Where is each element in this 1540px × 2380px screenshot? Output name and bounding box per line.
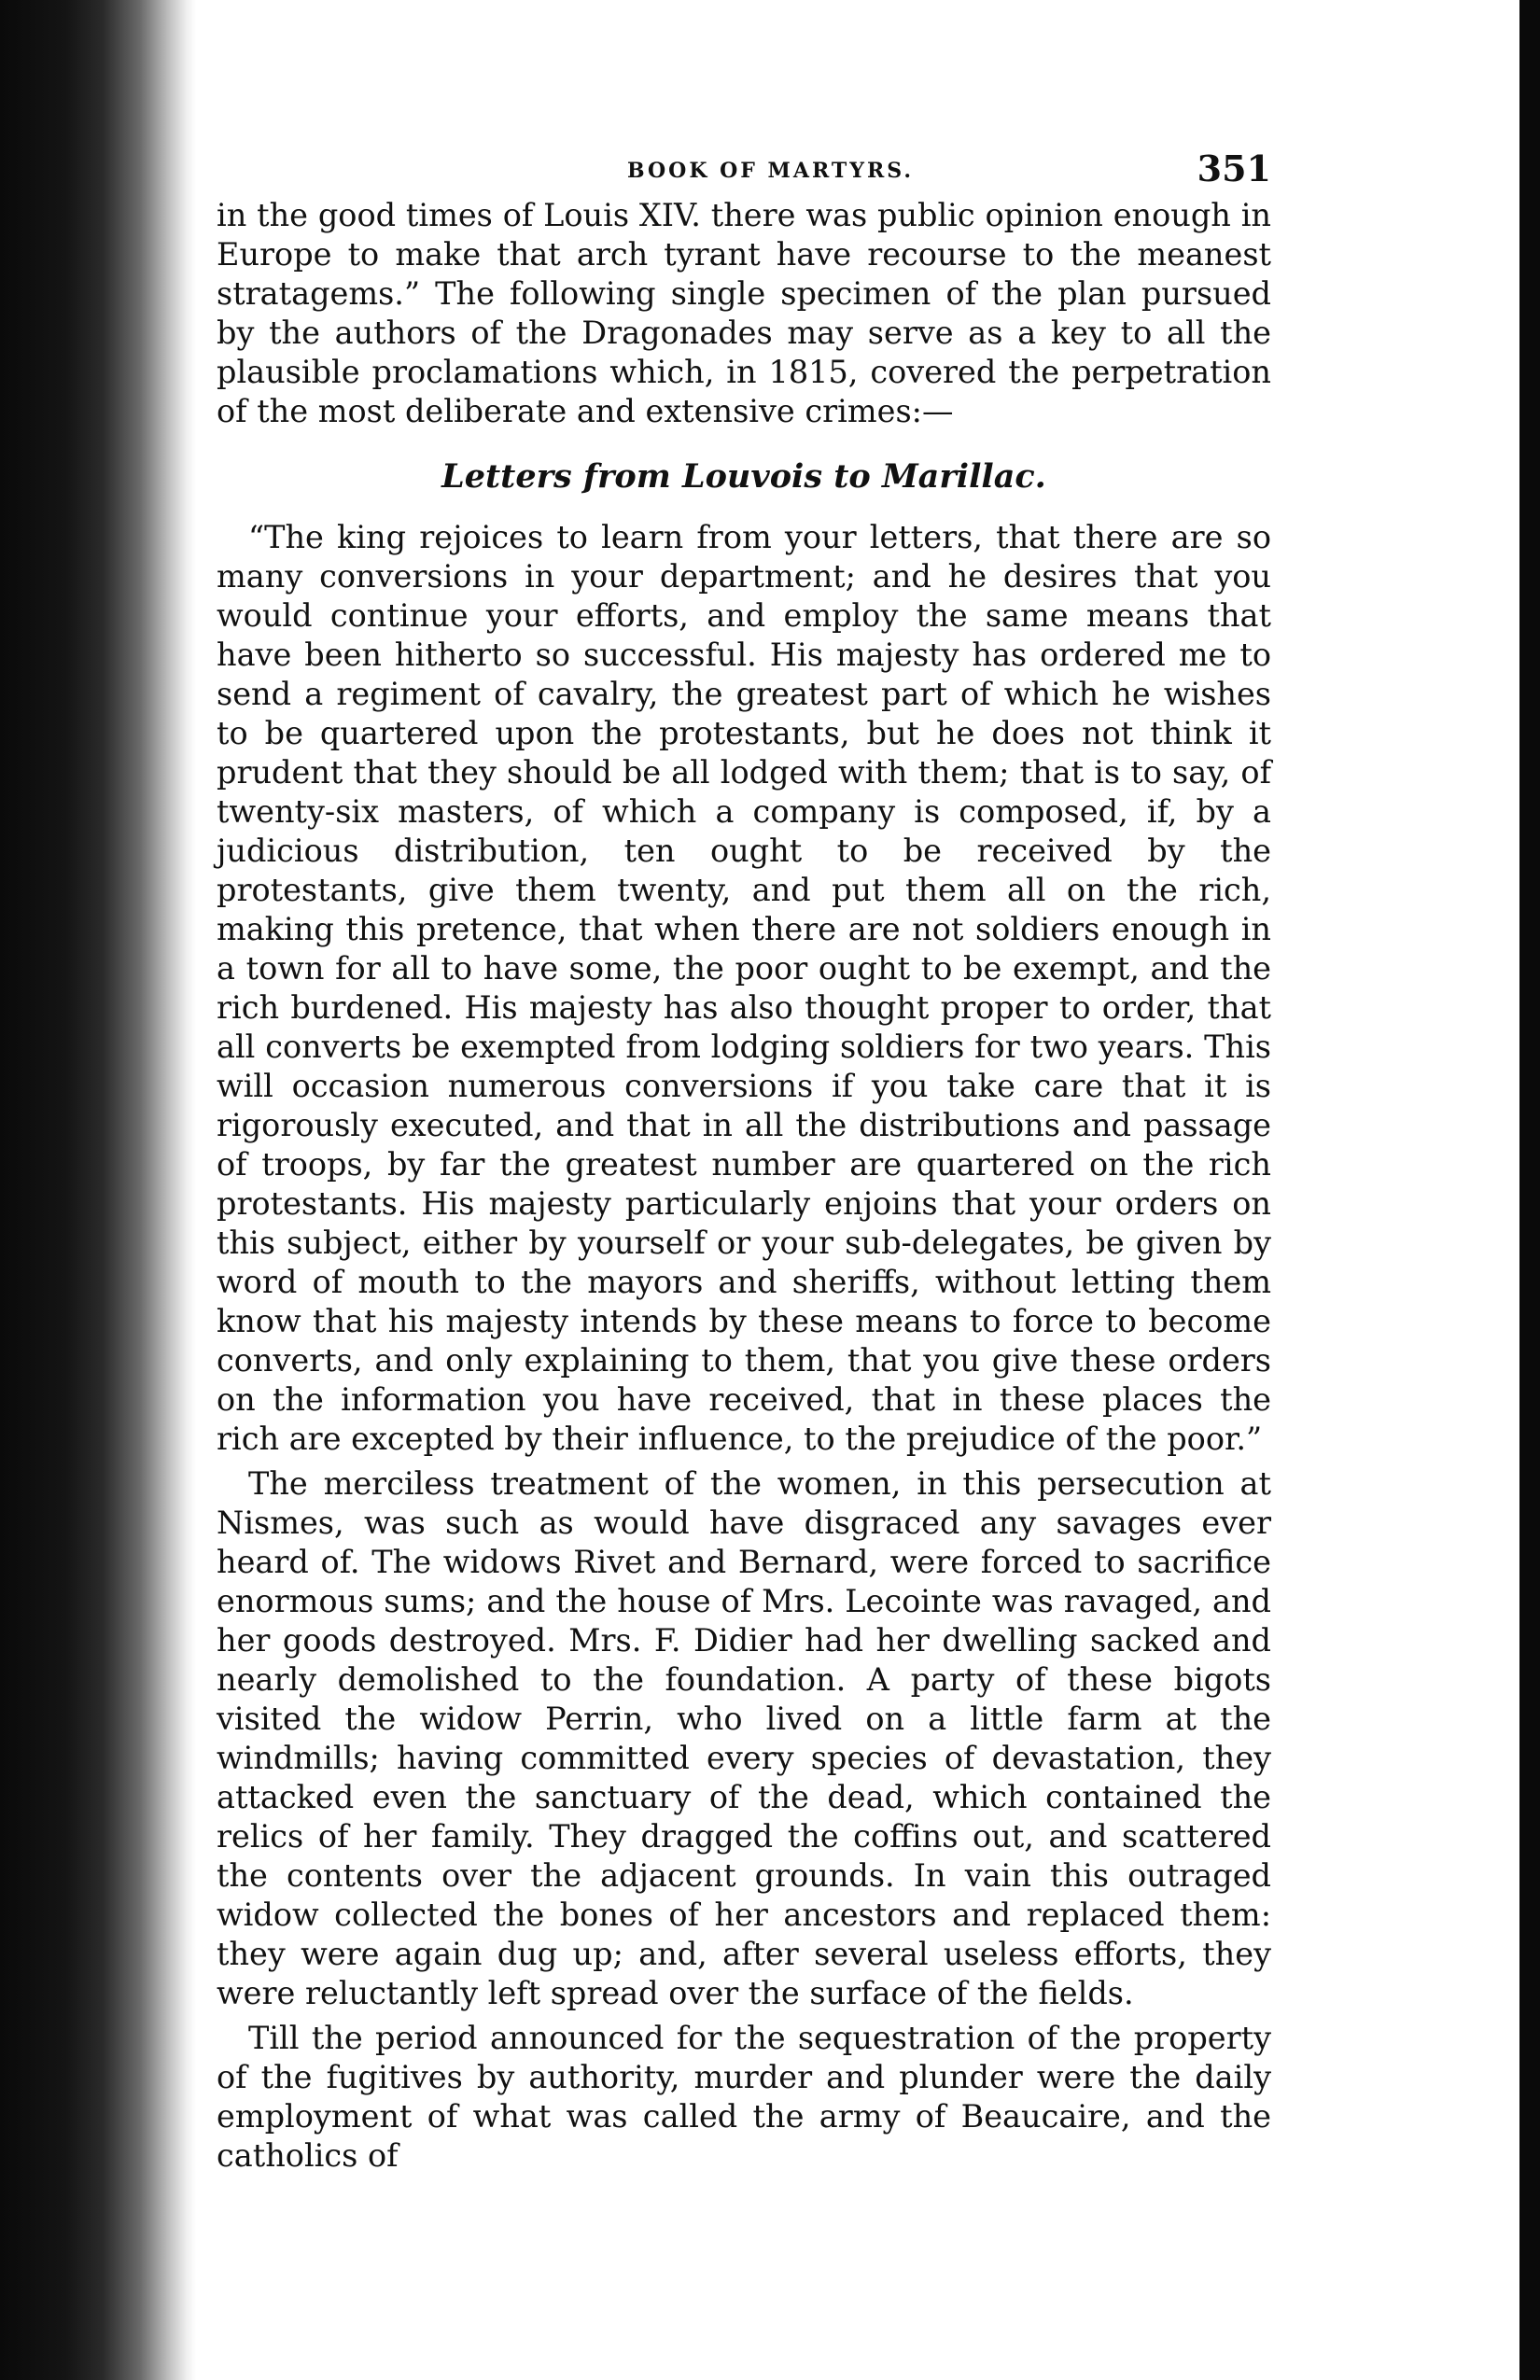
paragraph-treatment-of-women: The merciless treatment of the women, in this persecution at Nismes, was such as would have disgraced any savages ever heard of. The widows Rivet and Bernard, were forced to sacrifice enormous sums; and the house of Mrs. Lecointe was ravaged, and her goods destroyed. Mrs. F. Didier had her dwelling sacked and nearly demolished to the foundation. A party of these bigots visited the widow Perrin, who lived on a little farm at the windmills; having committed every species of devastation, they attacked even the sanctuary of the dead, which contained the relics of her family. They dragged the coffins out, and scattered the contents over the adjacent grounds. In vain this outraged widow collected the bones of her ancestors and replaced them: they were again dug up; and, after several useless efforts, they were reluctantly left spread over the surface of the fields. (217, 1465, 1271, 2011)
page-number: 351 (1197, 147, 1271, 189)
scanned-right-border (1519, 0, 1540, 2380)
paragraph-continued: in the good times of Louis XIV. there was public opinion enough in Europe to make that arch tyrant have recourse to the meanest stratagems.” The following single specimen of the plan pursued by the authors of the Dragonades may serve as a key to all the plausible proclamations which, in 1815, covered the perpetration of the most deliberate and extensive crimes:— (217, 197, 1271, 429)
running-head (217, 140, 1271, 196)
section-heading: Letters from Louvois to Marillac. (441, 457, 1046, 496)
scanned-binding-edge (0, 0, 196, 2380)
paragraph-letter: “The king rejoices to learn from your letters, that there are so many conversions in your department; and he desires that you would continue your efforts, and employ the same means that have been hitherto so successful. His majesty has ordered me to send a regiment of cavalry, the greatest part of which he wishes to be quartered upon the protestants, but he does not think it prudent that they should be all lodged with them; that is to say, of twenty-six masters, of which a company is composed, if, by a judicious distribution, ten ought to be received by the protestants, give them twenty, and put them all on the rich, making this pretence, that when there are not soldiers enough in a town for all to have some, the poor ought to be exempt, and the rich burdened. His majesty has also thought proper to order, that all converts be exempted from lodging soldiers for two years. This will occasion numerous conversions if you take care that it is rigorously executed, and that in all the distributions and passage of troops, by far the greatest number are quartered on the rich protestants. His majesty particularly enjoins that your orders on this subject, either by yourself or your sub-delegates, be given by word of mouth to the mayors and sheriffs, without letting them know that his majesty intends by these means to force to become converts, and only explaining to them, that you give these orders on the information you have received, that in these places the rich are excepted by their influence, to the prejudice of the poor.” (217, 519, 1271, 1457)
book-page (217, 140, 1271, 2176)
paragraph-sequestration: Till the period announced for the sequestration of the property of the fugitives by authority, murder and plunder were the daily employment of what was called the army of Beaucaire, and the catholics of (217, 2020, 1271, 2174)
running-title: BOOK OF MARTYRS. (627, 159, 914, 183)
